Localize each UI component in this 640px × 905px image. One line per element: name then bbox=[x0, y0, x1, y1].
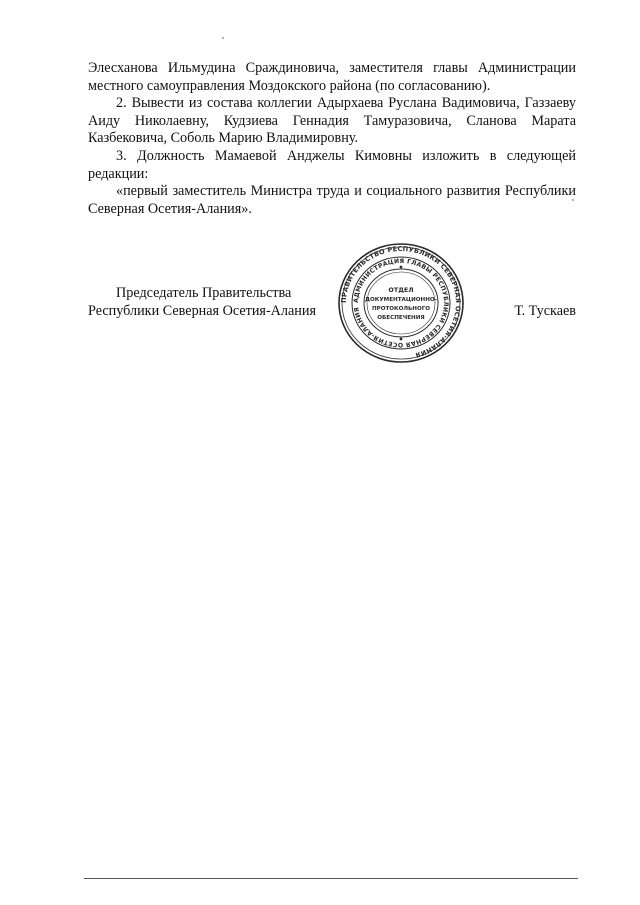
paragraph-item-2: 2. Вывести из состава коллегии Адырхаева Руслана Вадимовича, Газзаеву Аиду Николаевну, Кудзиева Геннадия Тамуразовича, Сланова Марата Казбековича, Соболь Марию Владимировну. bbox=[88, 95, 576, 147]
seal-center-line-3: ПРОТОКОЛЬНОГО bbox=[371, 306, 431, 312]
signatory-name: Т. Тускаев bbox=[514, 302, 576, 319]
signatory-title-line-2: Республики Северная Осетия-Алания bbox=[88, 302, 317, 319]
paragraph-continuation: Элесханова Ильмудина Сраждиновича, заместителя главы Администрации местного самоуправления Моздокского района (по согласованию). bbox=[88, 60, 576, 94]
scan-speck bbox=[222, 37, 224, 39]
seal-middle-text: АДМИНИСТРАЦИЯ ГЛАВЫ РЕСПУБЛИКИ СЕВЕРНАЯ ОСЕТИЯ-АЛАНИЯ bbox=[352, 257, 450, 349]
scan-speck bbox=[572, 199, 574, 201]
seal-center-line-1: ОТДЕЛ bbox=[388, 286, 414, 294]
signature-block bbox=[88, 285, 576, 365]
paragraph-quote: «первый заместитель Министра труда и социального развития Республики Северная Осетия-Алания». bbox=[88, 183, 576, 217]
seal-outer-text: ПРАВИТЕЛЬСТВО РЕСПУБЛИКИ СЕВЕРНАЯ ОСЕТИЯ-АЛАНИЯ bbox=[339, 244, 463, 360]
seal-center-line-2: ДОКУМЕНТАЦИОННО- bbox=[365, 297, 437, 303]
seal-center-line-4: ОБЕСПЕЧЕНИЯ bbox=[377, 315, 425, 321]
document-body bbox=[88, 60, 576, 218]
footer-divider bbox=[84, 878, 578, 879]
signatory-title-line-1: Председатель Правительства bbox=[116, 285, 292, 301]
paragraph-item-3: 3. Должность Мамаевой Анджелы Кимовны изложить в следующей редакции: bbox=[88, 147, 576, 182]
